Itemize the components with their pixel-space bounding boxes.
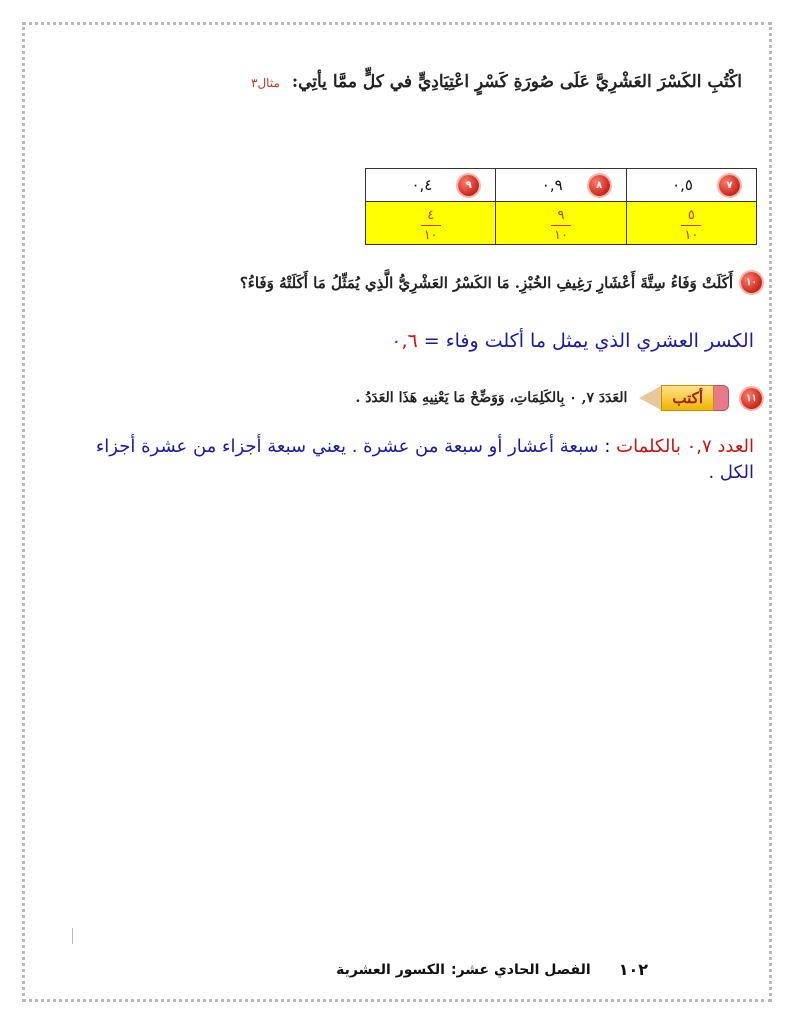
question-number-badge: ١٠	[741, 272, 762, 293]
question-cell-8	[496, 169, 626, 202]
answer-table	[365, 168, 757, 245]
fraction	[421, 208, 441, 243]
numerator: ٩	[557, 207, 565, 223]
answer-11	[72, 434, 754, 486]
question-number-badge: ٩	[458, 175, 479, 196]
question-number-badge: ٨	[589, 175, 610, 196]
margin-mark	[72, 928, 73, 944]
page-footer	[336, 960, 748, 979]
answer-prefix: العدد ٠,٧ بالكلمات	[616, 436, 754, 457]
chapter-topic: الكسور العشرية	[336, 961, 445, 978]
numerator: ٥	[687, 207, 695, 223]
exercise-instruction	[251, 72, 742, 92]
question-number-badge: ١١	[741, 388, 762, 409]
denominator: ١٠	[554, 227, 568, 243]
answer-colon: :	[598, 436, 617, 457]
question-number-badge: ٧	[719, 175, 740, 196]
answer-cell-9	[366, 202, 496, 245]
fraction-bar	[551, 225, 571, 226]
question-10	[240, 272, 762, 293]
question-cell-9	[366, 169, 496, 202]
answer-value: ٠,٦	[391, 330, 418, 352]
decimal-value: ٠,٤	[411, 176, 433, 194]
denominator: ١٠	[684, 227, 699, 243]
numerator: ٤	[427, 207, 435, 223]
instruction-text: اكْتُبِ الكَسْرَ العَشْرِيَّ عَلَى صُورَةِ كَسْرٍ اعْتِيَادِيٍّ في كلٍّ ممَّا يأتِي:	[291, 72, 742, 92]
answer-row	[366, 202, 757, 245]
pencil-label: أكتب	[661, 385, 714, 411]
pencil-eraser	[714, 385, 729, 411]
chapter-title: الفصل الحادي عشر:	[450, 961, 591, 978]
question-text: أَكَلَتْ وَفَاءُ سِتَّةَ أَعْشَارِ رَغِيفِ الخُبْزِ. مَا الكَسْرُ العَشْرِيُّ الَّذِي يُمَثِّلُ مَا أَكَلَتْهُ وَفَاءُ؟	[239, 273, 733, 292]
question-11	[355, 385, 762, 411]
question-text: العَدَدَ ٧, ٠ بِالكَلِمَاتِ، وَوَضِّحْ مَا يَعْنِيهِ هَذَا العَدَدُ .	[355, 390, 628, 406]
fraction	[551, 208, 571, 243]
question-row	[366, 169, 757, 202]
decimal-value: ٠,٩	[541, 176, 563, 194]
question-cell-7	[626, 169, 756, 202]
denominator: ١٠	[423, 227, 438, 243]
answer-cell-8	[496, 202, 626, 245]
fraction-bar	[681, 225, 701, 226]
answer-text: الكسر العشري الذي يمثل ما أكلت وفاء =	[423, 330, 754, 352]
fraction-bar	[421, 225, 441, 226]
example-reference: مثال٣	[251, 76, 280, 90]
fraction	[681, 208, 701, 243]
page-number: ١٠٢	[618, 960, 648, 979]
pencil-write-icon	[639, 385, 729, 411]
decimal-value: ٠,٥	[672, 176, 693, 194]
answer-10	[391, 330, 754, 352]
pencil-tip	[639, 386, 661, 410]
answer-text: سبعة أعشار أو سبعة من عشرة . يعني سبعة أجزاء من عشرة أجزاء الكل .	[95, 436, 754, 483]
answer-cell-7	[626, 202, 756, 245]
